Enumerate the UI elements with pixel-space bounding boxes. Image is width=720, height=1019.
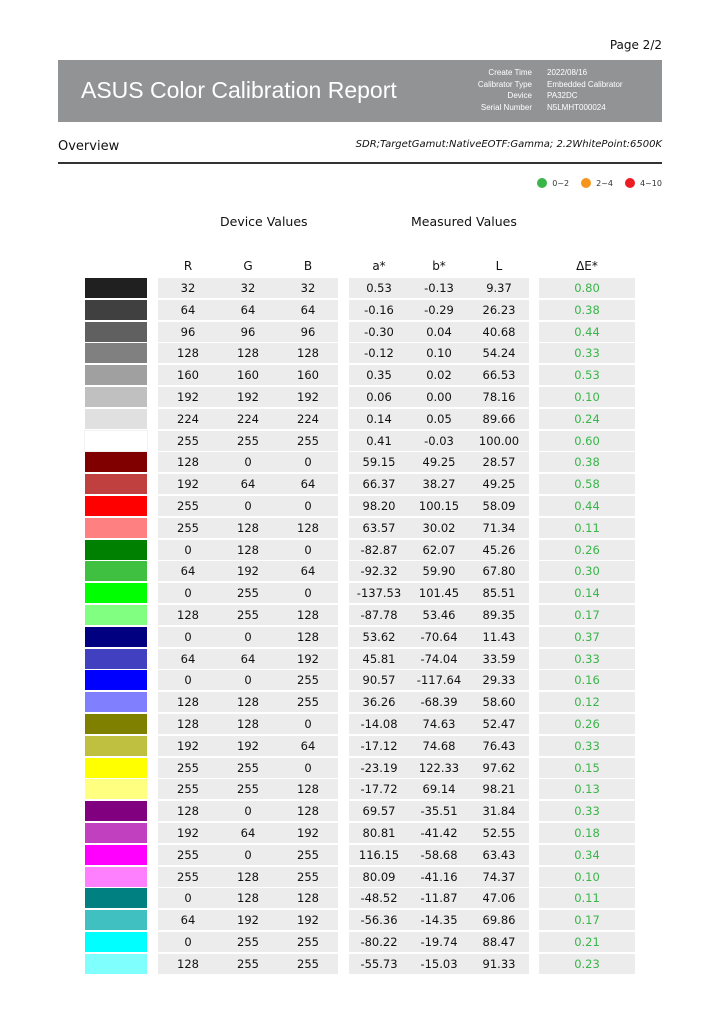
cell-delta-e: 0.44	[574, 499, 600, 513]
cell-l: 58.09	[482, 499, 516, 513]
calibration-target: SDR;TargetGamut:NativeEOTF:Gamma; 2.2WhitePoint:6500K	[355, 139, 662, 150]
cell-b: 64	[300, 303, 316, 317]
cell-b: 192	[297, 913, 319, 927]
cell-r: 192	[177, 390, 199, 404]
cell-b: 0	[304, 499, 312, 513]
cell-delta-e: 0.38	[574, 455, 600, 469]
cell-l: 26.23	[482, 303, 516, 317]
cell-r: 255	[177, 848, 199, 862]
cell-b-star: 69.14	[422, 782, 456, 796]
cell-r: 0	[184, 891, 192, 905]
cell-b: 32	[300, 281, 316, 295]
cell-l: 45.26	[482, 543, 516, 557]
cell-b: 128	[297, 804, 319, 818]
cell-l: 74.37	[482, 870, 516, 884]
cell-r: 128	[177, 455, 199, 469]
color-swatch	[85, 322, 147, 342]
color-swatch	[85, 932, 147, 952]
color-swatch	[85, 736, 147, 756]
cell-a-star: 0.35	[366, 368, 392, 382]
color-swatch	[85, 605, 147, 625]
cell-a-star: 53.62	[362, 630, 396, 644]
cell-r: 255	[177, 499, 199, 513]
cell-delta-e: 0.10	[574, 390, 600, 404]
cell-delta-e: 0.33	[574, 739, 600, 753]
cell-a-star: -137.53	[356, 586, 402, 600]
report-header	[58, 60, 662, 122]
cell-g: 160	[237, 368, 259, 382]
cell-g: 64	[240, 303, 256, 317]
meta-values	[547, 67, 623, 113]
cell-a-star: 80.09	[362, 870, 396, 884]
meta-value-serial: N5LMHT000024	[547, 102, 606, 112]
cell-r: 128	[177, 695, 199, 709]
cell-l: 11.43	[482, 630, 516, 644]
cell-delta-e: 0.13	[574, 782, 600, 796]
section-title: Overview	[58, 139, 120, 154]
color-swatch	[85, 714, 147, 734]
color-swatch	[85, 692, 147, 712]
cell-a-star: -82.87	[360, 543, 398, 557]
cell-r: 192	[177, 739, 199, 753]
cell-a-star: 116.15	[358, 848, 400, 862]
cell-delta-e: 0.11	[574, 521, 600, 535]
cell-b-star: -0.03	[424, 434, 454, 448]
cell-r: 64	[180, 652, 196, 666]
cell-l: 33.59	[482, 652, 516, 666]
cell-delta-e: 0.11	[574, 891, 600, 905]
cell-r: 255	[177, 870, 199, 884]
cell-l: 54.24	[482, 346, 516, 360]
cell-delta-e: 0.23	[574, 957, 600, 971]
cell-r: 0	[184, 543, 192, 557]
cell-delta-e: 0.15	[574, 761, 600, 775]
cell-a-star: 80.81	[362, 826, 396, 840]
col-header-l: L	[495, 259, 503, 273]
cell-g: 64	[240, 477, 256, 491]
cell-l: 89.35	[482, 608, 516, 622]
cell-delta-e: 0.80	[574, 281, 600, 295]
green-dot-icon	[537, 178, 547, 188]
cell-l: 52.55	[482, 826, 516, 840]
cell-g: 224	[237, 412, 259, 426]
cell-l: 100.00	[478, 434, 520, 448]
cell-b-star: -0.29	[424, 303, 454, 317]
cell-l: 58.60	[482, 695, 516, 709]
cell-b: 64	[300, 477, 316, 491]
cell-l: 40.68	[482, 325, 516, 339]
cell-b-star: 0.02	[426, 368, 452, 382]
color-swatch	[85, 845, 147, 865]
cell-l: 63.43	[482, 848, 516, 862]
cell-l: 31.84	[482, 804, 516, 818]
color-swatch	[85, 954, 147, 974]
color-swatch	[85, 540, 147, 560]
color-swatch	[85, 910, 147, 930]
meta-value-device: PA32DC	[547, 91, 578, 100]
cell-b: 64	[300, 739, 316, 753]
cell-r: 128	[177, 957, 199, 971]
cell-g: 128	[237, 891, 259, 905]
cell-b-star: -11.87	[420, 891, 458, 905]
cell-r: 128	[177, 346, 199, 360]
cell-a-star: -14.08	[360, 717, 398, 731]
cell-g: 0	[244, 804, 252, 818]
cell-l: 28.57	[482, 455, 516, 469]
cell-r: 255	[177, 761, 199, 775]
cell-l: 88.47	[482, 935, 516, 949]
cell-a-star: -17.72	[360, 782, 398, 796]
cell-a-star: -48.52	[360, 891, 398, 905]
cell-a-star: -23.19	[360, 761, 398, 775]
color-swatch	[85, 518, 147, 538]
cell-l: 29.33	[482, 673, 516, 687]
cell-a-star: 0.14	[366, 412, 392, 426]
cell-l: 67.80	[482, 564, 516, 578]
cell-r: 0	[184, 586, 192, 600]
cell-g: 128	[237, 870, 259, 884]
cell-delta-e: 0.37	[574, 630, 600, 644]
cell-b-star: -14.35	[420, 913, 458, 927]
cell-delta-e: 0.24	[574, 412, 600, 426]
measured-values-heading: Measured Values	[411, 214, 517, 229]
cell-r: 64	[180, 303, 196, 317]
cell-g: 192	[237, 739, 259, 753]
cell-g: 0	[244, 673, 252, 687]
cell-a-star: 90.57	[362, 673, 396, 687]
cell-b: 192	[297, 652, 319, 666]
cell-delta-e: 0.33	[574, 346, 600, 360]
cell-delta-e: 0.58	[574, 477, 600, 491]
cell-a-star: -56.36	[360, 913, 398, 927]
cell-b: 128	[297, 891, 319, 905]
cell-a-star: 66.37	[362, 477, 396, 491]
cell-g: 255	[237, 957, 259, 971]
cell-b-star: 30.02	[422, 521, 456, 535]
orange-dot-icon	[581, 178, 591, 188]
cell-b: 255	[297, 848, 319, 862]
color-swatch	[85, 758, 147, 778]
cell-l: 97.62	[482, 761, 516, 775]
cell-delta-e: 0.17	[574, 913, 600, 927]
cell-g: 128	[237, 695, 259, 709]
cell-b: 255	[297, 695, 319, 709]
cell-g: 0	[244, 630, 252, 644]
cell-b: 192	[297, 390, 319, 404]
cell-g: 128	[237, 717, 259, 731]
cell-l: 85.51	[482, 586, 516, 600]
color-swatch	[85, 431, 147, 451]
cell-a-star: 59.15	[362, 455, 396, 469]
cell-b-star: -58.68	[420, 848, 458, 862]
col-header-b: B	[303, 259, 313, 273]
cell-l: 98.21	[482, 782, 516, 796]
cell-b: 192	[297, 826, 319, 840]
cell-b-star: 49.25	[422, 455, 456, 469]
cell-g: 255	[237, 761, 259, 775]
cell-r: 0	[184, 673, 192, 687]
cell-b: 128	[297, 608, 319, 622]
cell-g: 0	[244, 848, 252, 862]
cell-b-star: 0.05	[426, 412, 452, 426]
cell-l: 9.37	[486, 281, 512, 295]
cell-b: 96	[300, 325, 316, 339]
cell-b-star: -41.42	[420, 826, 458, 840]
cell-b: 0	[304, 717, 312, 731]
legend-item-0-2	[537, 178, 569, 188]
meta-value-calibrator-type: Embedded Calibrator	[547, 79, 623, 89]
cell-b-star: 101.45	[418, 586, 460, 600]
cell-a-star: 63.57	[362, 521, 396, 535]
color-swatch	[85, 343, 147, 363]
cell-b-star: 122.33	[418, 761, 460, 775]
cell-delta-e: 0.53	[574, 368, 600, 382]
color-swatch	[85, 474, 147, 494]
cell-r: 32	[180, 281, 196, 295]
cell-b: 255	[297, 957, 319, 971]
cell-g: 64	[240, 826, 256, 840]
cell-b-star: 0.00	[426, 390, 452, 404]
cell-delta-e: 0.38	[574, 303, 600, 317]
cell-g: 192	[237, 913, 259, 927]
legend-item-2-4	[581, 178, 613, 188]
cell-delta-e: 0.14	[574, 586, 600, 600]
cell-b: 160	[297, 368, 319, 382]
meta-label-serial: Serial Number	[480, 102, 532, 112]
cell-l: 47.06	[482, 891, 516, 905]
cell-delta-e: 0.21	[574, 935, 600, 949]
red-dot-icon	[625, 178, 635, 188]
col-header-delta-e: ΔE*	[576, 259, 598, 273]
cell-g: 32	[240, 281, 256, 295]
color-swatch	[85, 300, 147, 320]
cell-delta-e: 0.10	[574, 870, 600, 884]
legend-item-4-10	[625, 178, 662, 188]
cell-b: 0	[304, 543, 312, 557]
cell-r: 192	[177, 826, 199, 840]
page-number: Page 2/2	[609, 38, 662, 52]
cell-a-star: -0.30	[364, 325, 394, 339]
cell-a-star: 0.53	[366, 281, 392, 295]
cell-b: 255	[297, 935, 319, 949]
report-title: ASUS Color Calibration Report	[81, 77, 397, 103]
color-swatch	[85, 823, 147, 843]
cell-g: 192	[237, 390, 259, 404]
cell-g: 0	[244, 455, 252, 469]
cell-b: 128	[297, 521, 319, 535]
cell-b: 224	[297, 412, 319, 426]
cell-r: 255	[177, 521, 199, 535]
cell-b-star: -19.74	[420, 935, 458, 949]
cell-b-star: -15.03	[420, 957, 458, 971]
cell-g: 128	[237, 521, 259, 535]
legend-label: 4~10	[640, 178, 662, 188]
cell-g: 255	[237, 434, 259, 448]
cell-b: 64	[300, 564, 316, 578]
cell-delta-e: 0.17	[574, 608, 600, 622]
col-header-g: G	[243, 259, 253, 273]
cell-l: 69.86	[482, 913, 516, 927]
cell-a-star: -0.12	[364, 346, 394, 360]
cell-g: 0	[244, 499, 252, 513]
cell-r: 128	[177, 717, 199, 731]
color-swatch	[85, 387, 147, 407]
cell-r: 96	[180, 325, 196, 339]
cell-b-star: 38.27	[422, 477, 456, 491]
cell-b-star: -35.51	[420, 804, 458, 818]
cell-b: 0	[304, 586, 312, 600]
color-swatch	[85, 801, 147, 821]
cell-l: 71.34	[482, 521, 516, 535]
meta-labels	[478, 67, 532, 113]
cell-l: 89.66	[482, 412, 516, 426]
cell-g: 128	[237, 543, 259, 557]
cell-b-star: -117.64	[416, 673, 462, 687]
color-swatch	[85, 278, 147, 298]
cell-l: 49.25	[482, 477, 516, 491]
cell-a-star: -17.12	[360, 739, 398, 753]
cell-r: 255	[177, 434, 199, 448]
cell-b: 255	[297, 434, 319, 448]
cell-a-star: 0.06	[366, 390, 392, 404]
cell-b: 128	[297, 782, 319, 796]
cell-r: 128	[177, 608, 199, 622]
cell-b-star: -74.04	[420, 652, 458, 666]
cell-l: 66.53	[482, 368, 516, 382]
cell-delta-e: 0.30	[574, 564, 600, 578]
color-swatch	[85, 365, 147, 385]
cell-a-star: 36.26	[362, 695, 396, 709]
cell-delta-e: 0.34	[574, 848, 600, 862]
cell-r: 224	[177, 412, 199, 426]
cell-b: 128	[297, 630, 319, 644]
color-swatch	[85, 561, 147, 581]
color-swatch	[85, 627, 147, 647]
cell-b-star: -70.64	[420, 630, 458, 644]
cell-r: 160	[177, 368, 199, 382]
cell-delta-e: 0.18	[574, 826, 600, 840]
color-swatch	[85, 888, 147, 908]
cell-r: 0	[184, 935, 192, 949]
col-header-b-star: b*	[432, 259, 446, 273]
color-swatch	[85, 670, 147, 690]
color-swatch	[85, 867, 147, 887]
meta-label-calibrator-type: Calibrator Type	[477, 79, 532, 89]
cell-a-star: -80.22	[360, 935, 398, 949]
cell-b-star: 0.04	[426, 325, 452, 339]
cell-a-star: -92.32	[360, 564, 398, 578]
cell-b-star: -41.16	[420, 870, 458, 884]
col-header-r: R	[183, 259, 193, 273]
cell-b-star: 59.90	[422, 564, 456, 578]
cell-r: 128	[177, 804, 199, 818]
cell-delta-e: 0.44	[574, 325, 600, 339]
cell-r: 0	[184, 630, 192, 644]
cell-b-star: -68.39	[420, 695, 458, 709]
cell-a-star: -87.78	[360, 608, 398, 622]
divider	[58, 162, 662, 164]
color-swatch	[85, 779, 147, 799]
cell-b-star: 53.46	[422, 608, 456, 622]
cell-delta-e: 0.12	[574, 695, 600, 709]
cell-g: 64	[240, 652, 256, 666]
legend-label: 0~2	[552, 178, 570, 188]
cell-delta-e: 0.33	[574, 652, 600, 666]
cell-a-star: 69.57	[362, 804, 396, 818]
cell-r: 64	[180, 564, 196, 578]
cell-g: 192	[237, 564, 259, 578]
cell-r: 255	[177, 782, 199, 796]
cell-r: 192	[177, 477, 199, 491]
cell-b-star: 0.10	[426, 346, 452, 360]
cell-g: 255	[237, 935, 259, 949]
cell-delta-e: 0.33	[574, 804, 600, 818]
cell-delta-e: 0.26	[574, 543, 600, 557]
cell-b: 128	[297, 346, 319, 360]
cell-a-star: 0.41	[366, 434, 392, 448]
cell-b-star: 100.15	[418, 499, 460, 513]
cell-g: 255	[237, 782, 259, 796]
meta-label-create-time: Create Time	[488, 68, 532, 77]
cell-g: 255	[237, 608, 259, 622]
meta-label-device: Device	[507, 91, 532, 100]
cell-b: 0	[304, 761, 312, 775]
color-swatch	[85, 649, 147, 669]
cell-l: 76.43	[482, 739, 516, 753]
cell-l: 78.16	[482, 390, 516, 404]
cell-b-star: 74.68	[422, 739, 456, 753]
cell-b-star: 62.07	[422, 543, 456, 557]
col-header-a: a*	[372, 259, 386, 273]
cell-a-star: 98.20	[362, 499, 396, 513]
delta-e-legend	[525, 178, 662, 188]
cell-b-star: -0.13	[424, 281, 454, 295]
cell-a-star: -0.16	[364, 303, 394, 317]
cell-a-star: 45.81	[362, 652, 396, 666]
cell-a-star: -55.73	[360, 957, 398, 971]
cell-g: 96	[240, 325, 256, 339]
cell-delta-e: 0.16	[574, 673, 600, 687]
cell-g: 128	[237, 346, 259, 360]
color-swatch	[85, 452, 147, 472]
color-swatch	[85, 583, 147, 603]
color-swatch	[85, 496, 147, 516]
color-swatch	[85, 409, 147, 429]
meta-value-create-time: 2022/08/16	[547, 68, 588, 77]
cell-l: 52.47	[482, 717, 516, 731]
device-values-heading: Device Values	[220, 214, 308, 229]
legend-label: 2~4	[596, 178, 614, 188]
cell-l: 91.33	[482, 957, 516, 971]
cell-g: 255	[237, 586, 259, 600]
cell-b-star: 74.63	[422, 717, 456, 731]
cell-b: 255	[297, 673, 319, 687]
cell-b: 0	[304, 455, 312, 469]
cell-b: 255	[297, 870, 319, 884]
cell-r: 64	[180, 913, 196, 927]
cell-delta-e: 0.26	[574, 717, 600, 731]
cell-delta-e: 0.60	[574, 434, 600, 448]
